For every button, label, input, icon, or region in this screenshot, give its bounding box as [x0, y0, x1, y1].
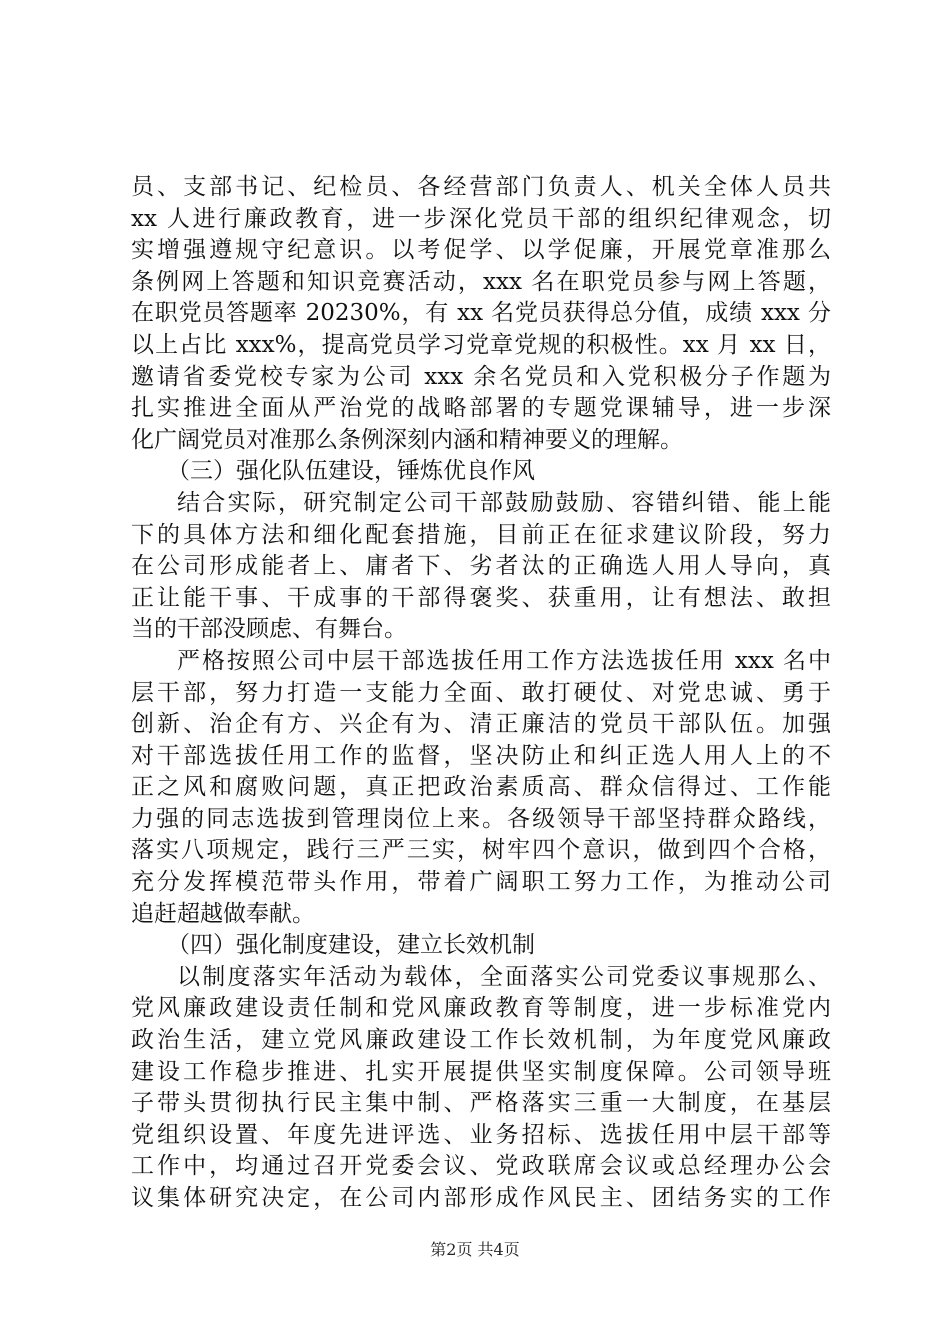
- paragraph-line: 正让能干事、干成事的干部得褒奖、获重用，让有想法、敢担: [131, 584, 831, 611]
- paragraph-line: 严格按照公司中层干部选拔任用工作方法选拔任用 xxx 名中: [177, 647, 831, 674]
- paragraph-line: 化广阔党员对准那么条例深刻内涵和精神要义的理解。: [131, 426, 683, 453]
- paragraph-line: 创新、治企有方、兴企有为、清正廉洁的党员干部队伍。加强: [131, 711, 831, 738]
- section-heading: （三）强化队伍建设，锤炼优良作风: [167, 458, 535, 485]
- paragraph-line: 充分发挥模范带头作用，带着广阔职工努力工作，为推动公司: [131, 869, 831, 896]
- paragraph-line: 邀请省委党校专家为公司 xxx 余名党员和入党积极分子作题为: [131, 363, 831, 390]
- paragraph-line: 员、支部书记、纪检员、各经营部门负责人、机关全体人员共: [131, 174, 831, 200]
- paragraph-line: 当的干部没顾虑、有舞台。: [131, 616, 407, 643]
- page-footer: 第2页 共4页: [430, 1240, 520, 1259]
- paragraph-line: 议集体研究决定，在公司内部形成作风民主、团结务实的工作: [131, 1185, 831, 1211]
- paragraph-line: 在职党员答题率 20230%，有 xx 名党员获得总分值，成绩 xxx 分: [131, 300, 831, 327]
- paragraph-line: 条例网上答题和知识竞赛活动，xxx 名在职党员参与网上答题，: [131, 268, 831, 295]
- paragraph-line: 对干部选拔任用工作的监督，坚决防止和纠正选人用人上的不: [131, 742, 831, 769]
- paragraph-line: 党风廉政建设责任制和党风廉政教育等制度，进一步标准党内: [131, 995, 831, 1022]
- paragraph-line: xx 人进行廉政教育，进一步深化党员干部的组织纪律观念，切: [131, 205, 831, 232]
- paragraph-line: 建设工作稳步推进、扎实开展提供坚实制度保障。公司领导班: [131, 1058, 831, 1085]
- paragraph-line: 下的具体方法和细化配套措施，目前正在征求建议阶段，努力: [131, 521, 831, 548]
- paragraph-line: 在公司形成能者上、庸者下、劣者汰的正确选人用人导向，真: [131, 553, 831, 580]
- paragraph-line: 子带头贯彻执行民主集中制、严格落实三重一大制度，在基层: [131, 1090, 831, 1117]
- paragraph-line: 扎实推进全面从严治党的战略部署的专题党课辅导，进一步深: [131, 395, 831, 422]
- section-heading: （四）强化制度建设，建立长效机制: [167, 932, 535, 959]
- paragraph-line: 以制度落实年活动为载体，全面落实公司党委议事规那么、: [177, 963, 831, 990]
- paragraph-line: 追赶超越做奉献。: [131, 900, 315, 927]
- paragraph-line: 实增强遵规守纪意识。以考促学、以学促廉，开展党章准那么: [131, 237, 831, 264]
- paragraph-line: 党组织设置、年度先进评选、业务招标、选拔任用中层干部等: [131, 1121, 831, 1148]
- paragraph-line: 政治生活，建立党风廉政建设工作长效机制，为年度党风廉政: [131, 1027, 831, 1054]
- paragraph-line: 结合实际，研究制定公司干部鼓励鼓励、容错纠错、能上能: [177, 489, 831, 516]
- paragraph-line: 层干部，努力打造一支能力全面、敢打硬仗、对党忠诚、勇于: [131, 679, 831, 706]
- paragraph-line: 落实八项规定，践行三严三实，树牢四个意识，做到四个合格，: [131, 837, 831, 864]
- paragraph-line: 正之风和腐败问题，真正把政治素质高、群众信得过、工作能: [131, 774, 831, 801]
- paragraph-line: 力强的同志选拔到管理岗位上来。各级领导干部坚持群众路线，: [131, 805, 831, 832]
- paragraph-line: 以上占比 xxx%，提高党员学习党章党规的积极性。xx 月 xx 日，: [131, 331, 831, 358]
- paragraph-line: 工作中，均通过召开党委会议、党政联席会议或总经理办公会: [131, 1153, 831, 1180]
- document-body: [131, 172, 831, 1215]
